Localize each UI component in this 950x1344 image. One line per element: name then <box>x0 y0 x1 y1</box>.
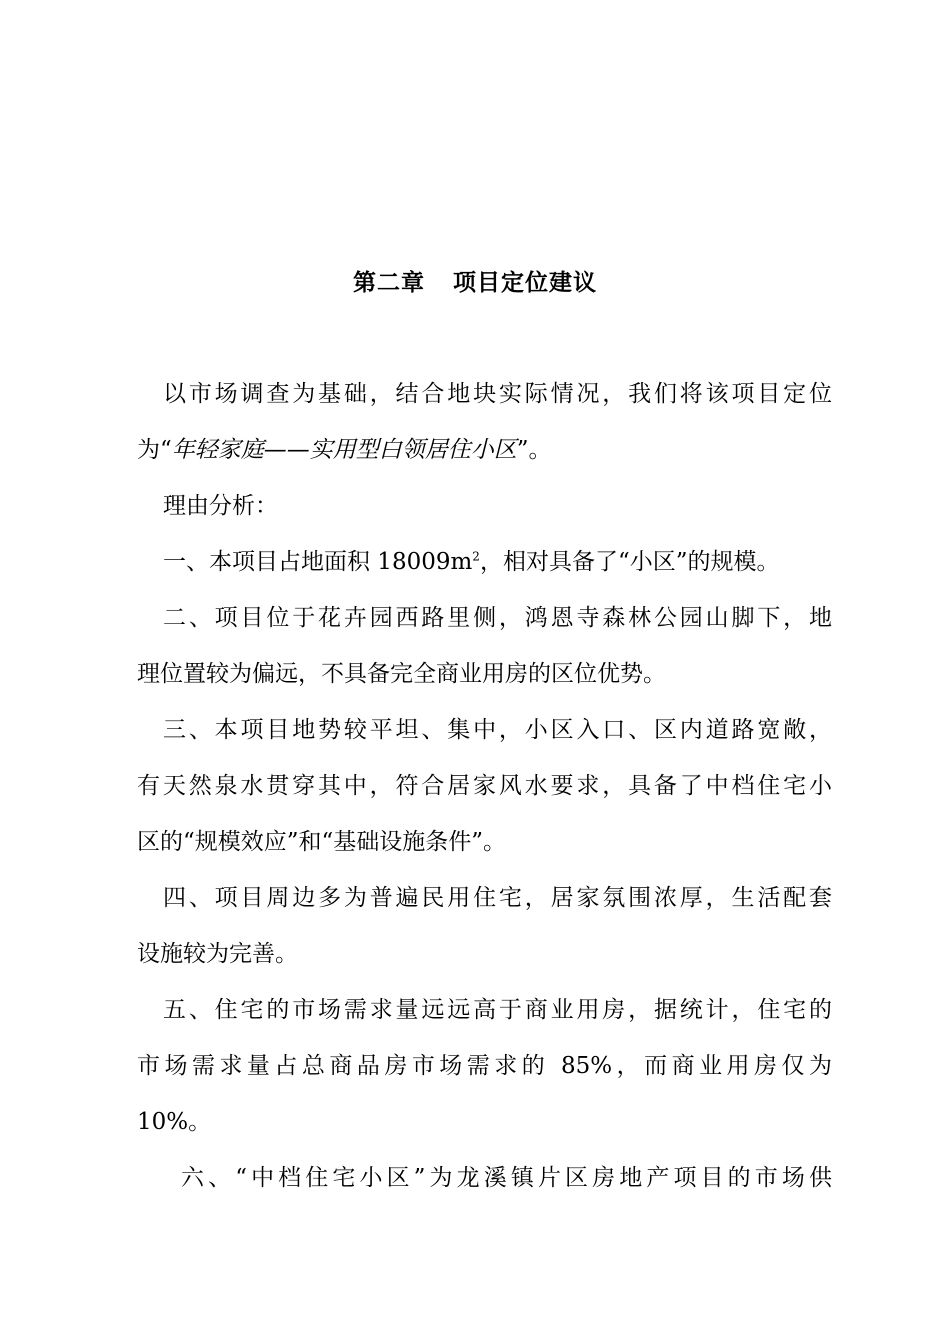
reason-item-3-line-2: 有天然泉水贯穿其中，符合居家风水要求，具备了中档住宅小 <box>137 773 832 799</box>
positioning-statement: 年轻家庭——实用型白领居住小区 <box>171 437 517 463</box>
reason-item-5-line-3: 10%。 <box>137 1109 212 1135</box>
reason-item-2-line-1: 二、项目位于花卉园西路里侧，鸿恩寺森林公园山脚下，地 <box>163 605 832 631</box>
reason-heading: 理由分析： <box>163 493 278 519</box>
reason-item-4-line-2: 设施较为完善。 <box>137 941 298 967</box>
reason-item-3-line-3: 区的“规模效应”和“基础设施条件”。 <box>137 829 507 855</box>
reason-item-3-line-1: 三、本项目地势较平坦、集中，小区入口、区内道路宽敞， <box>163 717 832 743</box>
reason-item-6-line-1: 六、“中档住宅小区”为龙溪镇片区房地产项目的市场供 <box>181 1165 832 1191</box>
reason-item-4-line-1: 四、项目周边多为普遍民用住宅，居家氛围浓厚，生活配套 <box>163 885 832 911</box>
reason-item-5-line-2: 市场需求量占总商品房市场需求的 85%，而商业用房仅为 <box>137 1053 832 1079</box>
chapter-number: 第二章 <box>353 269 425 296</box>
positioning-paragraph-line-1: 以市场调查为基础，结合地块实际情况，我们将该项目定位 <box>163 381 832 407</box>
chapter-name: 项目定位建议 <box>453 269 597 296</box>
reason-item-5-line-1: 五、住宅的市场需求量远远高于商业用房，据统计，住宅的 <box>163 997 832 1023</box>
body-paragraphs <box>137 366 832 1206</box>
chapter-title <box>0 266 950 300</box>
reason-item-2-line-2: 理位置较为偏远，不具备完全商业用房的区位优势。 <box>137 661 666 687</box>
positioning-paragraph-line-2: 为“年轻家庭——实用型白领居住小区”。 <box>137 437 552 463</box>
reason-item-1: 一、本项目占地面积 $18009m^2$，相对具备了“小区”的规模。 <box>163 549 780 575</box>
